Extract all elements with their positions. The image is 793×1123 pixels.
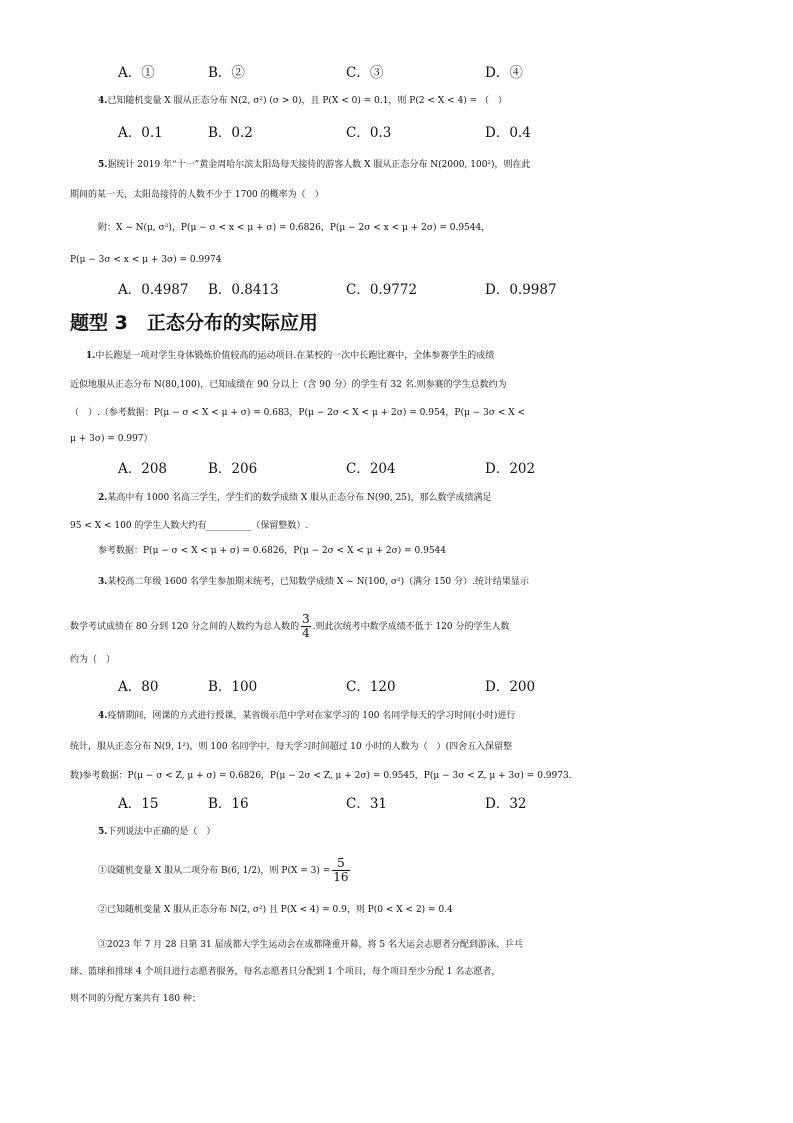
s3q1-text: 中长跑是一项对学生身体锻炼价值较高的运动项目.在某校的一次中长跑比赛中，全体参赛学生的成绩: [95, 351, 495, 361]
q5-reference-line1: 附：X ~ N(μ, σ²)，P(μ − σ < x < μ + σ) = 0.6826，P(μ − 2σ < x < μ + 2σ) = 0.9544，: [98, 223, 491, 233]
s3q4-options: [0, 794, 793, 814]
s3q3-line1: [98, 572, 793, 592]
fraction: [332, 857, 349, 884]
option-c[interactable]: C．0.9772: [346, 282, 418, 298]
option-a[interactable]: A．①: [118, 65, 155, 81]
option-d[interactable]: D．④: [485, 65, 523, 81]
option-a[interactable]: A．0.1: [118, 125, 163, 141]
s3q1-line2: 近似地服从正态分布 N(80,100)，已知成绩在 90 分以上（含 90 分）的学生有 32 名.则参赛的学生总数约为: [70, 380, 507, 390]
s3q5-item3-line1: ③2023 年 7 月 28 日第 31 届成都大学生运动会在成都隆重开幕，将 5 名大运会志愿者分配到游泳、乒乓: [98, 940, 524, 950]
s3q5-stem: [98, 822, 793, 842]
s3q5-item2: ②已知随机变量 X 服从正态分布 N(2, σ²) 且 P(X < 4) = 0.9，则 P(0 < X < 2) = 0.4: [98, 905, 453, 915]
option-c[interactable]: C．31: [346, 796, 388, 812]
s3q4-text: 疫情期间，网课的方式进行授课，某省级示范中学对在家学习的 100 名同学每天的学习时间(小时)进行: [107, 711, 516, 721]
option-b[interactable]: B．16: [208, 796, 249, 812]
section-heading: 题型 3 正态分布的实际应用: [70, 312, 318, 334]
fraction-denominator: 16: [333, 870, 349, 884]
s3q3-line2-post: .则此次统考中数学成绩不低于 120 分的学生人数: [312, 622, 510, 632]
s3q2-number: 2.: [98, 493, 108, 503]
s3q3-line2: [70, 612, 793, 642]
s3q3-line2-pre: 数学考试成绩在 80 分到 120 分之间的人数约为总人数的: [70, 622, 300, 632]
s3q2-reference: 参考数据：P(μ − σ < X < μ + σ) = 0.6826，P(μ − 2σ < X < μ + 2σ) = 0.9544: [98, 546, 447, 556]
q4-text: 已知随机变量 X 服从正态分布 N(2, σ²) (σ > 0)，且 P(X < 0) = 0.1，则 P(2 < X < 4) = （ ）: [107, 96, 508, 106]
s3q5-number: 5.: [98, 827, 108, 837]
fraction: [301, 613, 311, 640]
option-a[interactable]: A．80: [118, 679, 159, 695]
s3q4-number: 4.: [98, 711, 108, 721]
q3-options: [0, 63, 793, 83]
q4-options: [0, 123, 793, 143]
s3q1-line4: μ + 3σ) = 0.997）: [70, 434, 153, 444]
option-d[interactable]: D．202: [485, 461, 536, 477]
s3q4-line1: [98, 706, 793, 726]
s3q2-text: 某高中有 1000 名高三学生，学生们的数学成绩 X 服从正态分布 N(90, 25)，那么数学成绩满足: [107, 493, 492, 503]
q4-stem: [98, 91, 793, 111]
option-d[interactable]: D．32: [485, 796, 527, 812]
option-b[interactable]: B．0.8413: [208, 282, 279, 298]
fraction-denominator: 4: [302, 626, 310, 640]
option-c[interactable]: C．③: [346, 65, 384, 81]
option-c[interactable]: C．204: [346, 461, 396, 477]
s3q5-item3-line3: 则不同的分配方案共有 180 种；: [70, 994, 201, 1004]
option-d[interactable]: D．200: [485, 679, 536, 695]
fraction-numerator: 3: [302, 612, 310, 626]
option-c[interactable]: C．120: [346, 679, 396, 695]
option-b[interactable]: B．②: [208, 65, 245, 81]
q5-stem-line1: [98, 155, 793, 175]
option-d[interactable]: D．0.9987: [485, 282, 557, 298]
s3q5-item1-text: ①设随机变量 X 服从二项分布 B(6, 1/2)，则 P(X = 3) =: [98, 866, 331, 876]
option-c[interactable]: C．0.3: [346, 125, 392, 141]
s3q4-line3: 数)参考数据：P(μ − σ < Z, μ + σ) = 0.6826，P(μ − 2σ < Z, μ + 2σ) = 0.9545，P(μ − 3σ < Z, μ + 3σ) = 0.9973.: [70, 771, 572, 781]
q5-options: [0, 280, 793, 300]
s3q5-item1: [98, 856, 793, 886]
s3q5-item3-line2: 球、篮球和排球 4 个项目进行志愿者服务，每名志愿者只分配到 1 个项目，每个项目至少分配 1 名志愿者，: [70, 967, 501, 977]
fraction-numerator: 5: [332, 857, 349, 871]
q5-reference-line2: P(μ − 3σ < x < μ + 3σ) = 0.9974: [70, 255, 222, 265]
q5-stem-line2: 期间的某一天，太阳岛接待的人数不少于 1700 的概率为（ ）: [70, 190, 324, 200]
q4-number: 4.: [98, 96, 108, 106]
s3q2-line1: [98, 488, 793, 508]
s3q4-line2: 统计，服从正态分布 N(9, 1²)，则 100 名同学中，每天学习时间超过 10 小时的人数为（ ）(四舍五入保留整: [70, 742, 513, 752]
s3q3-text: 某校高二年级 1600 名学生参加期末统考，已知数学成绩 X ~ N(100, σ²)（满分 150 分）.统计结果显示: [107, 577, 529, 587]
s3q1-line1: [86, 346, 793, 366]
option-b[interactable]: B．206: [208, 461, 258, 477]
q5-number: 5.: [98, 160, 108, 170]
option-d[interactable]: D．0.4: [485, 125, 531, 141]
s3q1-line3: （ ）.（参考数据：P(μ − σ < X < μ + σ) = 0.683，P(μ − 2σ < X < μ + 2σ) = 0.954，P(μ − 3σ < X <: [70, 408, 526, 418]
s3q3-line3: 约为（ ）: [70, 655, 116, 665]
option-a[interactable]: A．0.4987: [118, 282, 189, 298]
s3q1-options: [0, 459, 793, 479]
q5-text: 据统计 2019 年“十一”黄金周哈尔滨太阳岛每天接待的游客人数 X 服从正态分布 N(2000, 100²)，则在此: [107, 160, 531, 170]
option-b[interactable]: B．100: [208, 679, 258, 695]
s3q3-options: [0, 677, 793, 697]
s3q2-line2: 95 < X < 100 的学生人数大约有__________（保留整数）.: [70, 521, 309, 531]
s3q5-text: 下列说法中正确的是（ ）: [107, 827, 216, 837]
option-a[interactable]: A．15: [118, 796, 159, 812]
option-a[interactable]: A．208: [118, 461, 168, 477]
s3q3-number: 3.: [98, 577, 108, 587]
option-b[interactable]: B．0.2: [208, 125, 253, 141]
s3q1-number: 1.: [86, 351, 96, 361]
